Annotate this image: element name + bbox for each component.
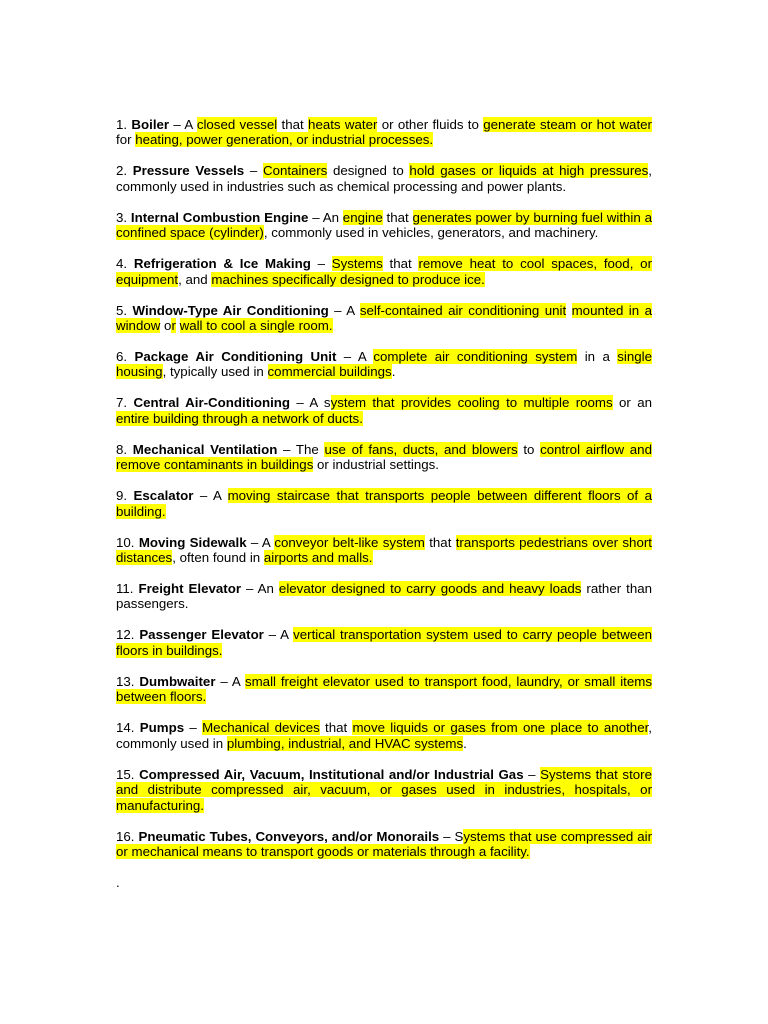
entry-number: 11.: [116, 581, 134, 597]
definition-entry: [116, 442, 652, 473]
definition-entry: [116, 627, 652, 658]
entry-term: Freight Elevator: [138, 581, 242, 597]
body-text: – A: [193, 488, 228, 504]
entry-term: Escalator: [133, 488, 194, 504]
body-text: – A: [169, 117, 197, 132]
highlighted-text: ystems that use compressed air or mechanical means to transport goods or materials through a facility.: [116, 828, 653, 859]
body-text: – A s: [290, 395, 331, 411]
entry-number: 12.: [116, 627, 135, 643]
highlighted-text: airports and malls.: [263, 550, 373, 566]
entry-number: 6.: [116, 349, 128, 365]
entry-number: 2.: [116, 163, 128, 179]
entry-term: Package Air Conditioning Unit: [134, 349, 337, 365]
body-text: – A: [215, 673, 245, 689]
body-text: – An: [241, 581, 279, 597]
entry-number: 1.: [116, 117, 128, 132]
entry-term: Compressed Air, Vacuum, Institutional and/or Industrial Gas: [139, 766, 524, 782]
entry-number: 9.: [116, 488, 128, 504]
definition-entry: [116, 395, 652, 426]
entry-term: Central Air-Conditioning: [133, 395, 291, 411]
entry-term: Internal Combustion Engine: [130, 209, 309, 225]
highlighted-text: machines specifically designed to produce ice.: [211, 271, 485, 287]
highlighted-text: complete air conditioning system: [373, 349, 578, 365]
entry-number: 16.: [116, 828, 135, 844]
body-text: , typically used in: [162, 364, 268, 380]
highlighted-text: heats water: [308, 117, 378, 132]
body-text: or an: [612, 395, 652, 411]
highlighted-text: use of fans, ducts, and blowers: [324, 441, 518, 457]
highlighted-text: vertical transportation system used to carry people between floors in buildings.: [116, 627, 652, 658]
entry-number: 4.: [116, 256, 128, 272]
entry-number: 10.: [116, 534, 135, 550]
entry-term: Refrigeration & Ice Making: [133, 256, 311, 272]
body-text: that: [319, 720, 353, 736]
definition-entry: [116, 488, 652, 519]
highlighted-text: hold gases or liquids at high pressures: [409, 163, 649, 179]
highlighted-text: elevator designed to carry goods and heavy loads: [278, 581, 582, 597]
highlighted-text: single housing: [116, 349, 652, 380]
entry-number: 7.: [116, 395, 128, 411]
highlighted-text: remove heat to cool spaces, food, or equipment: [116, 256, 652, 287]
body-text: rather than passengers.: [116, 581, 653, 612]
body-text: , often found in: [172, 550, 264, 566]
highlighted-text: small freight elevator used to transport food, laundry, or small items between floors.: [116, 673, 652, 705]
body-text: for: [116, 132, 136, 148]
highlighted-text: r: [171, 318, 176, 334]
definition-entry: [116, 581, 652, 612]
body-text: to: [517, 441, 541, 457]
body-text: – A: [263, 627, 294, 643]
entry-number: 8.: [116, 441, 128, 457]
highlighted-text: self-contained air conditioning unit: [359, 302, 567, 318]
entry-term: Window-Type Air Conditioning: [132, 302, 329, 318]
definition-entry: [116, 303, 652, 334]
definition-entry: [116, 163, 652, 194]
entry-term: Passenger Elevator: [139, 627, 264, 643]
body-text: –: [184, 720, 203, 736]
body-text: in a: [577, 349, 618, 365]
highlighted-text: heating, power generation, or industrial processes.: [135, 132, 434, 148]
body-text: or industrial settings.: [313, 457, 439, 473]
definition-entry: [116, 720, 652, 751]
highlighted-text: wall to cool a single room.: [179, 318, 333, 334]
entry-term: Boiler: [131, 117, 170, 132]
body-text: .: [463, 735, 467, 751]
highlighted-text: mounted in a window: [116, 302, 652, 334]
highlighted-text: engine: [342, 209, 383, 225]
body-text: , and: [178, 271, 212, 287]
entry-term: Mechanical Ventilation: [132, 441, 278, 457]
definition-entry: [116, 674, 652, 705]
entry-number: 14.: [116, 720, 135, 736]
highlighted-text: Mechanical devices: [202, 720, 320, 736]
definition-entry: [116, 117, 652, 148]
entry-number: 15.: [116, 766, 135, 782]
body-text: – A: [336, 349, 374, 365]
highlighted-text: plumbing, industrial, and HVAC systems: [226, 735, 464, 751]
highlighted-text: move liquids or gases from one place to another: [352, 720, 649, 736]
body-text: , commonly used in vehicles, generators, and machinery.: [263, 225, 599, 241]
definition-entry: [116, 349, 652, 380]
body-text: –: [310, 256, 332, 272]
highlighted-text: control airflow and remove contaminants in buildings: [116, 441, 652, 473]
highlighted-text: entire building through a network of ducts.: [116, 410, 363, 426]
highlighted-text: Systems that store and distribute compressed air, vacuum, or gases used in industries, hospitals, or manufacturing.: [116, 766, 652, 813]
entry-number: 3.: [116, 209, 128, 225]
entry-number: 5.: [116, 302, 128, 318]
trailing-period: .: [116, 874, 120, 890]
body-text: , commonly used in industries such as chemical processing and power plants.: [116, 163, 652, 194]
body-text: – A: [246, 534, 275, 550]
entry-term: Pneumatic Tubes, Conveyors, and/or Monorails: [138, 828, 440, 844]
definition-entry: [116, 767, 652, 813]
entry-term: Dumbwaiter: [139, 673, 216, 689]
body-text: [566, 303, 571, 318]
highlighted-text: closed vessel: [196, 117, 278, 132]
highlighted-text: generates power by burning fuel within a confined space (cylinder): [116, 209, 652, 241]
highlighted-text: Systems: [331, 256, 383, 272]
entry-term: Moving Sidewalk: [138, 534, 247, 550]
highlighted-text: moving staircase that transports people between different floors of a building.: [116, 488, 652, 519]
entry-number: 13.: [116, 673, 135, 689]
body-text: that: [424, 534, 456, 550]
highlighted-text: commercial buildings: [267, 364, 392, 380]
body-text: , commonly used in: [116, 720, 652, 751]
highlighted-text: generate steam or hot water: [483, 117, 652, 132]
body-text: – S: [439, 828, 464, 844]
highlighted-text: ystem that provides cooling to multiple rooms: [330, 395, 613, 411]
definition-entry: [116, 829, 652, 860]
body-text: that: [277, 117, 309, 132]
body-text: – A: [328, 302, 360, 318]
definition-entry: [116, 535, 652, 566]
definition-entry: [116, 210, 652, 241]
body-text: designed to: [327, 163, 410, 179]
entry-term: Pumps: [139, 720, 185, 736]
body-text: –: [244, 163, 263, 179]
body-text: – An: [308, 209, 343, 225]
highlighted-text: Containers: [262, 163, 328, 179]
body-text: –: [523, 766, 541, 782]
entry-term: Pressure Vessels: [132, 163, 245, 179]
body-text: that: [382, 209, 413, 225]
body-text: o: [160, 318, 172, 334]
body-text: – The: [277, 441, 325, 457]
body-text: .: [391, 364, 396, 380]
definition-entry: [116, 256, 652, 287]
definition-list: [116, 117, 652, 859]
body-text: or other fluids to: [377, 117, 484, 132]
highlighted-text: transports pedestrians over short distances: [116, 534, 652, 566]
highlighted-text: conveyor belt-like system: [274, 534, 425, 550]
body-text: that: [382, 256, 419, 272]
